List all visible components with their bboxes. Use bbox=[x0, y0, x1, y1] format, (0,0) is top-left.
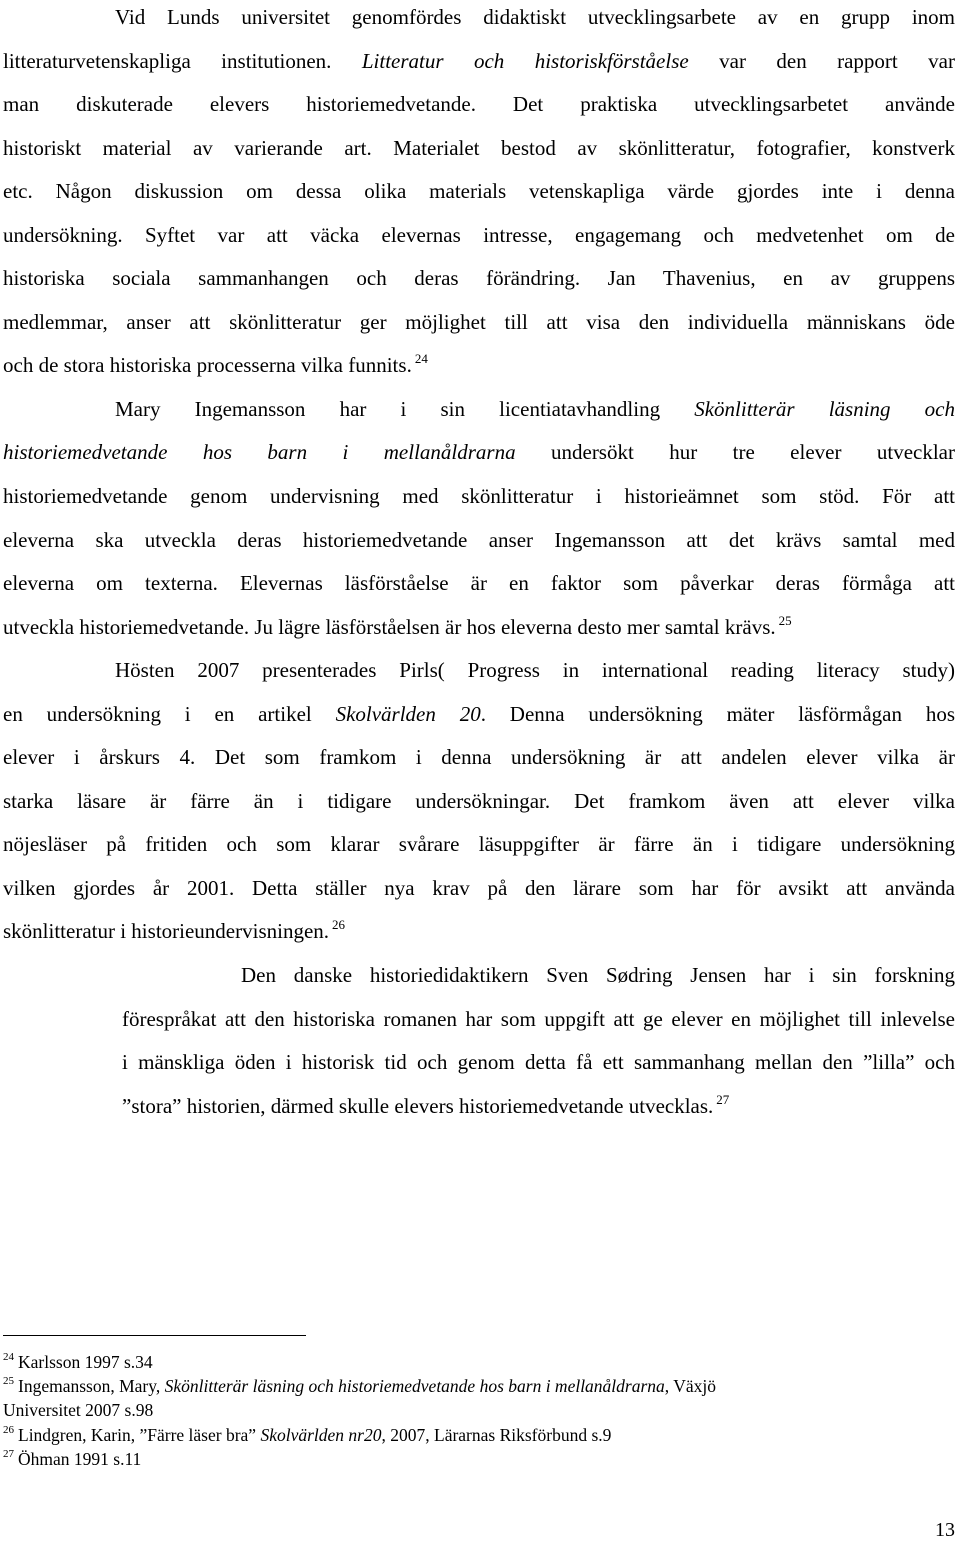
text-run: Universitet 2007 s.98 bbox=[3, 1400, 154, 1421]
text-run: starka läsare är färre än i tidigare undersökningar. Det framkom även att elever vilka bbox=[3, 788, 955, 813]
footnote-reference: 26 bbox=[332, 917, 346, 933]
page-number: 13 bbox=[935, 1519, 955, 1541]
paragraph-lund-university bbox=[3, 0, 955, 388]
text-line bbox=[3, 301, 955, 345]
text-line bbox=[3, 170, 955, 214]
footnote-reference: 24 bbox=[414, 351, 428, 367]
text-line bbox=[3, 823, 955, 867]
text-line bbox=[3, 649, 955, 693]
text-line bbox=[3, 998, 955, 1042]
text-run: Lindgren, Karin, ”Färre läser bra” bbox=[18, 1424, 261, 1445]
text-run: , 2007, Lärarnas Riksförbund s.9 bbox=[381, 1424, 612, 1445]
italic-title: Skolvärlden 20 bbox=[335, 701, 481, 726]
text-run: Vid Lunds universitet genomfördes didaktiskt utvecklingsarbete av en grupp inom bbox=[115, 5, 955, 29]
paragraph-pirls bbox=[3, 649, 955, 954]
footnote-line bbox=[3, 1423, 903, 1447]
text-run: man diskuterade elevers historiemedvetande. Det praktiska utvecklingsarbetet använde bbox=[3, 92, 955, 117]
text-run: i mänskliga öden i historisk tid och genom detta få ett sammanhang mellan den ”lilla” och bbox=[122, 1050, 955, 1075]
footnote-number: 27 bbox=[3, 1447, 14, 1460]
text-run: undersökning. Syftet var att väcka elevernas intresse, engagemang och medvetenhet om de bbox=[3, 222, 955, 247]
footnote-reference: 25 bbox=[778, 612, 792, 628]
text-run: elever i årskurs 4. Det som framkom i denna undersökning är att andelen elever vilka är bbox=[3, 745, 955, 770]
text-run: Hösten 2007 presenterades Pirls( Progress in international reading literacy study) bbox=[115, 658, 955, 683]
text-line bbox=[3, 257, 955, 301]
text-run: vilken gjordes år 2001. Detta ställer nya krav på den lärare som har för avsikt att använda bbox=[3, 875, 955, 900]
text-run: nöjesläser på fritiden och som klarar svårare läsuppgifter är färre än i tidigare undersökning bbox=[3, 832, 955, 857]
text-line bbox=[3, 519, 955, 563]
text-run: Mary Ingemansson har i sin licentiatavhandling bbox=[115, 396, 695, 421]
text-line bbox=[3, 606, 955, 650]
footnote-reference: 27 bbox=[716, 1091, 730, 1107]
text-line bbox=[3, 40, 955, 84]
text-run: eleverna om texterna. Elevernas läsförståelse är en faktor som påverkar deras förmåga att bbox=[3, 571, 955, 596]
footnote-separator bbox=[3, 1335, 306, 1336]
text-run: och de stora historiska processerna vilka funnits. bbox=[3, 353, 412, 378]
paragraph-ingemansson bbox=[3, 388, 955, 649]
text-line bbox=[3, 0, 955, 40]
text-run: Karlsson 1997 s.34 bbox=[18, 1352, 153, 1372]
text-line bbox=[3, 127, 955, 171]
text-line bbox=[3, 562, 955, 606]
text-run: medlemmar, anser att skönlitteratur ger möjlighet till att visa den individuella människans öde bbox=[3, 309, 955, 334]
footnote-number: 26 bbox=[3, 1423, 14, 1436]
text-run: förespråkat att den historiska romanen har som uppgift att ge elever en möjlighet till inlevelse bbox=[122, 1006, 955, 1031]
footnote-number: 25 bbox=[3, 1375, 14, 1388]
text-run: Den danske historiedidaktikern Sven Sødring Jensen har i sin forskning bbox=[241, 963, 955, 988]
text-run: Öhman 1991 s.11 bbox=[18, 1448, 142, 1469]
footnote-number: 24 bbox=[3, 1351, 14, 1363]
text-run: litteraturvetenskapliga institutionen. bbox=[3, 48, 362, 73]
body-text bbox=[3, 0, 955, 1128]
text-line bbox=[3, 1041, 955, 1085]
text-line bbox=[3, 83, 955, 127]
italic-title: Skönlitterär läsning och historiemedvetande hos barn i mellanåldrarna bbox=[164, 1376, 665, 1397]
text-line bbox=[3, 475, 955, 519]
text-run: . Denna undersökning mäter läsförmågan hos bbox=[480, 701, 955, 726]
text-run: var den rapport var bbox=[688, 48, 955, 73]
text-run: historiskt material av varierande art. Materialet bestod av skönlitteratur, fotografier, konstverk bbox=[3, 135, 955, 160]
footnote-line bbox=[3, 1398, 903, 1422]
text-line bbox=[3, 693, 955, 737]
text-line bbox=[3, 910, 955, 954]
text-run: Ingemansson, Mary, bbox=[18, 1376, 165, 1397]
text-run: undersökt hur tre elever utvecklar bbox=[515, 440, 955, 465]
italic-title: Litteratur och historiskförståelse bbox=[361, 48, 689, 73]
text-run: skönlitteratur i historieundervisningen. bbox=[3, 919, 330, 944]
text-run: ”stora” historien, därmed skulle elevers historiemedvetande utvecklas. bbox=[122, 1093, 714, 1118]
footnote-line bbox=[3, 1350, 903, 1374]
text-run: utveckla historiemedvetande. Ju lägre läsförståelsen är hos eleverna desto mer samtal krävs. bbox=[3, 614, 776, 639]
italic-title: Skönlitterär läsning och bbox=[694, 396, 955, 421]
text-run: historiemedvetande genom undervisning med skönlitteratur i historieämnet som stöd. För att bbox=[3, 484, 955, 509]
text-run: eleverna ska utveckla deras historiemedvetande anser Ingemansson att det krävs samtal med bbox=[3, 527, 955, 552]
footnote-line bbox=[3, 1374, 903, 1398]
text-line bbox=[3, 388, 955, 432]
text-line bbox=[3, 1085, 955, 1129]
text-line bbox=[3, 431, 955, 475]
text-line bbox=[3, 214, 955, 258]
italic-title: historiemedvetande hos barn i mellanåldrarna bbox=[3, 440, 516, 465]
text-line bbox=[3, 344, 955, 388]
footnotes bbox=[3, 1350, 903, 1471]
text-line bbox=[3, 954, 955, 998]
text-line bbox=[3, 736, 955, 780]
text-run: etc. Någon diskussion om dessa olika materials vetenskapliga värde gjordes inte i denna bbox=[3, 179, 955, 204]
text-run: historiska sociala sammanhangen och deras förändring. Jan Thavenius, en av gruppens bbox=[3, 266, 955, 291]
text-run: , Växjö bbox=[664, 1376, 716, 1397]
text-line bbox=[3, 780, 955, 824]
italic-title: Skolvärlden nr20 bbox=[260, 1424, 382, 1445]
paragraph-sodring-jensen bbox=[3, 954, 955, 1128]
text-line bbox=[3, 867, 955, 911]
text-run: en undersökning i en artikel bbox=[3, 701, 336, 726]
footnote-line bbox=[3, 1447, 903, 1471]
